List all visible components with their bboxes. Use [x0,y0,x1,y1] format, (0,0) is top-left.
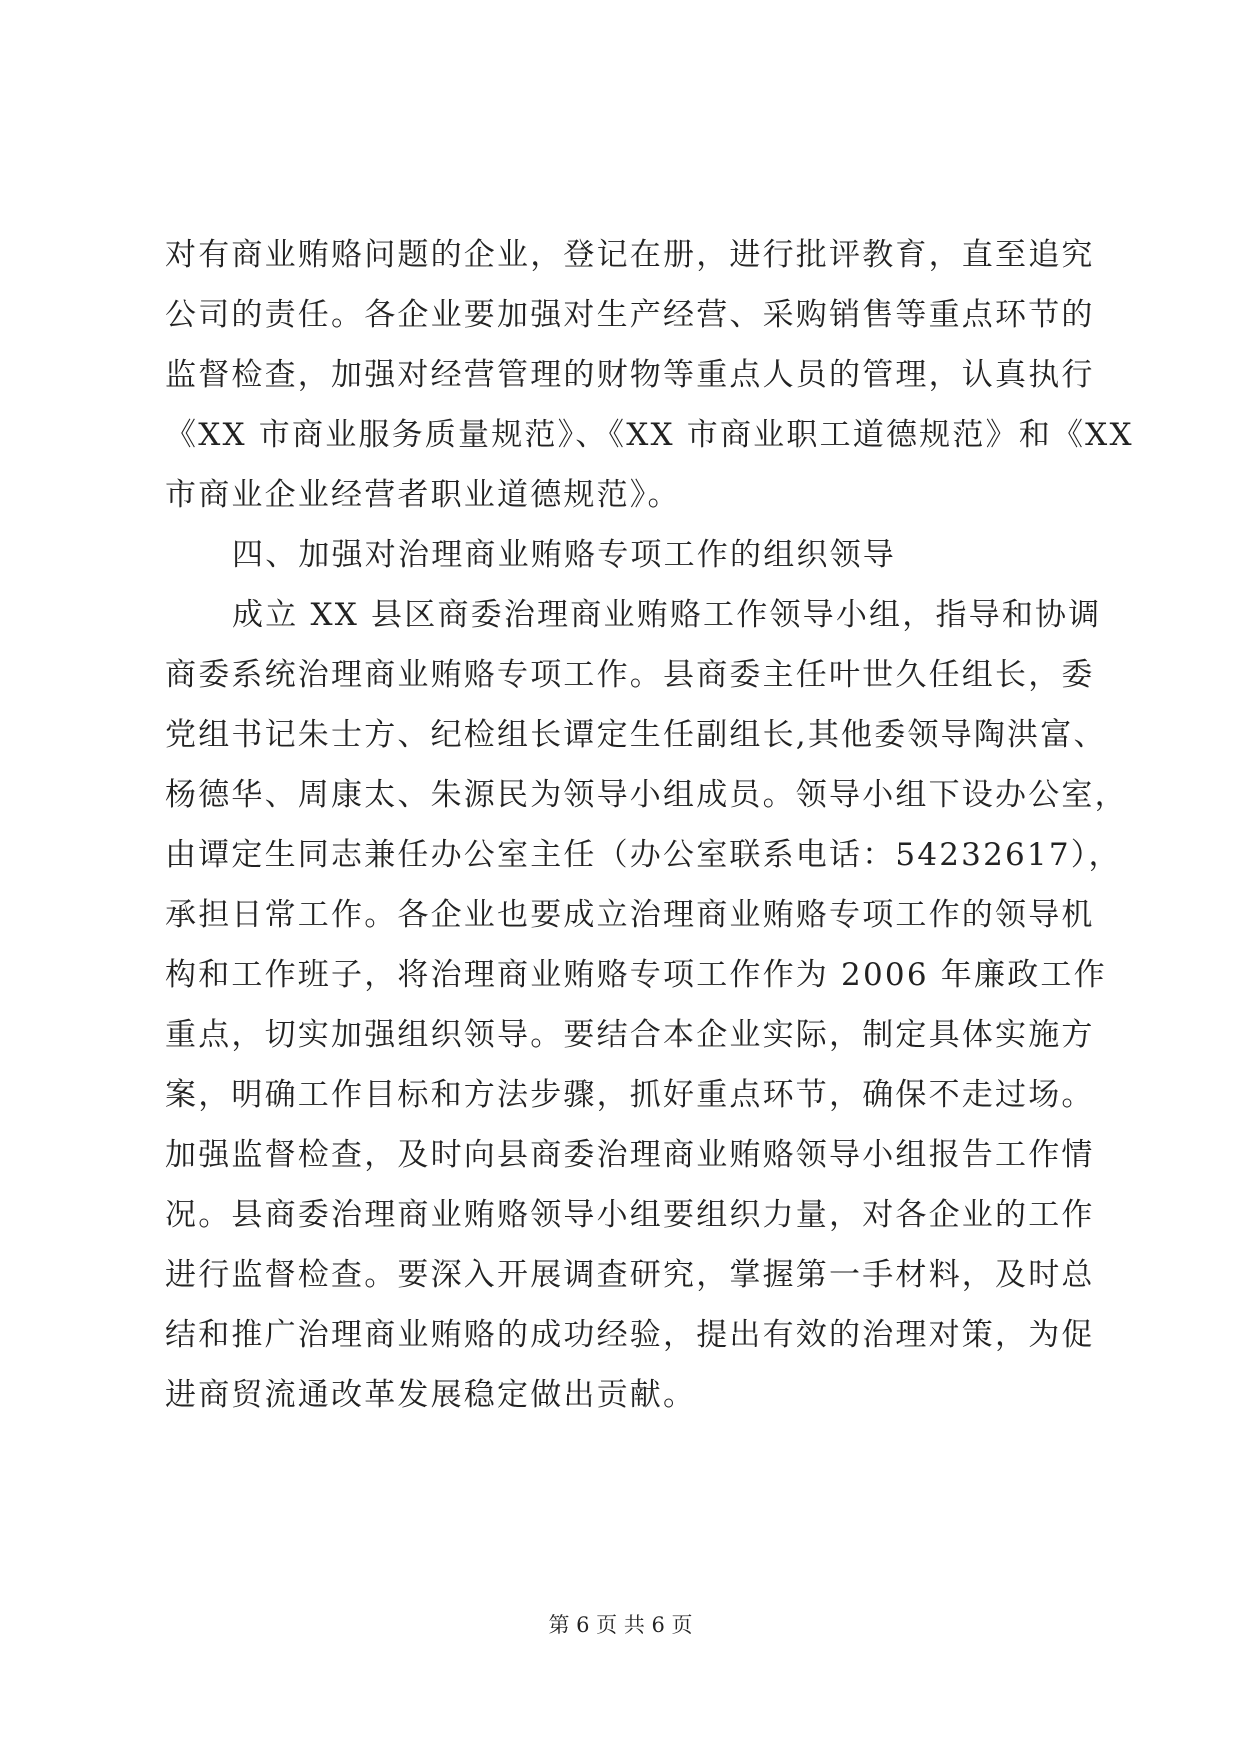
body-line: 党组书记朱士方、纪检组长谭定生任副组长,其他委领导陶洪富、 [165,717,1107,753]
body-line: 结和推广治理商业贿赂的成功经验，提出有效的治理对策，为促 [165,1317,1095,1353]
body-line: 承担日常工作。各企业也要成立治理商业贿赂专项工作的领导机 [165,897,1095,933]
body-line: 况。县商委治理商业贿赂领导小组要组织力量，对各企业的工作 [165,1197,1095,1233]
body-line: 加强监督检查，及时向县商委治理商业贿赂领导小组报告工作情 [165,1137,1095,1173]
body-line: 商委系统治理商业贿赂专项工作。县商委主任叶世久任组长，委 [165,657,1095,693]
section-heading: 四、加强对治理商业贿赂专项工作的组织领导 [232,537,896,573]
body-line: 监督检查，加强对经营管理的财物等重点人员的管理，认真执行 [165,357,1095,393]
body-line: 公司的责任。各企业要加强对生产经营、采购销售等重点环节的 [165,297,1095,333]
body-line: 重点，切实加强组织领导。要结合本企业实际，制定具体实施方 [165,1017,1095,1053]
body-line: 进商贸流通改革发展稳定做出贡献。 [165,1377,697,1413]
body-line: 对有商业贿赂问题的企业，登记在册，进行批评教育，直至追究 [165,237,1095,273]
body-line: 杨德华、周康太、朱源民为领导小组成员。领导小组下设办公室， [165,777,1128,813]
page-number-footer: 第 6 页 共 6 页 [548,1613,693,1637]
body-line: 成立 XX 县区商委治理商业贿赂工作领导小组，指导和协调 [232,597,1102,633]
body-line: 由谭定生同志兼任办公室主任（办公室联系电话：54232617）， [165,837,1122,873]
body-line: 市商业企业经营者职业道德规范》。 [165,477,681,513]
body-line: 构和工作班子，将治理商业贿赂专项工作作为 2006 年廉政工作 [165,957,1107,993]
body-line: 进行监督检查。要深入开展调查研究，掌握第一手材料，及时总 [165,1257,1095,1293]
body-line: 案，明确工作目标和方法步骤，抓好重点环节，确保不走过场。 [165,1077,1095,1113]
body-line: 《XX 市商业服务质量规范》、《XX 市商业职工道德规范》和《XX [165,417,1134,453]
